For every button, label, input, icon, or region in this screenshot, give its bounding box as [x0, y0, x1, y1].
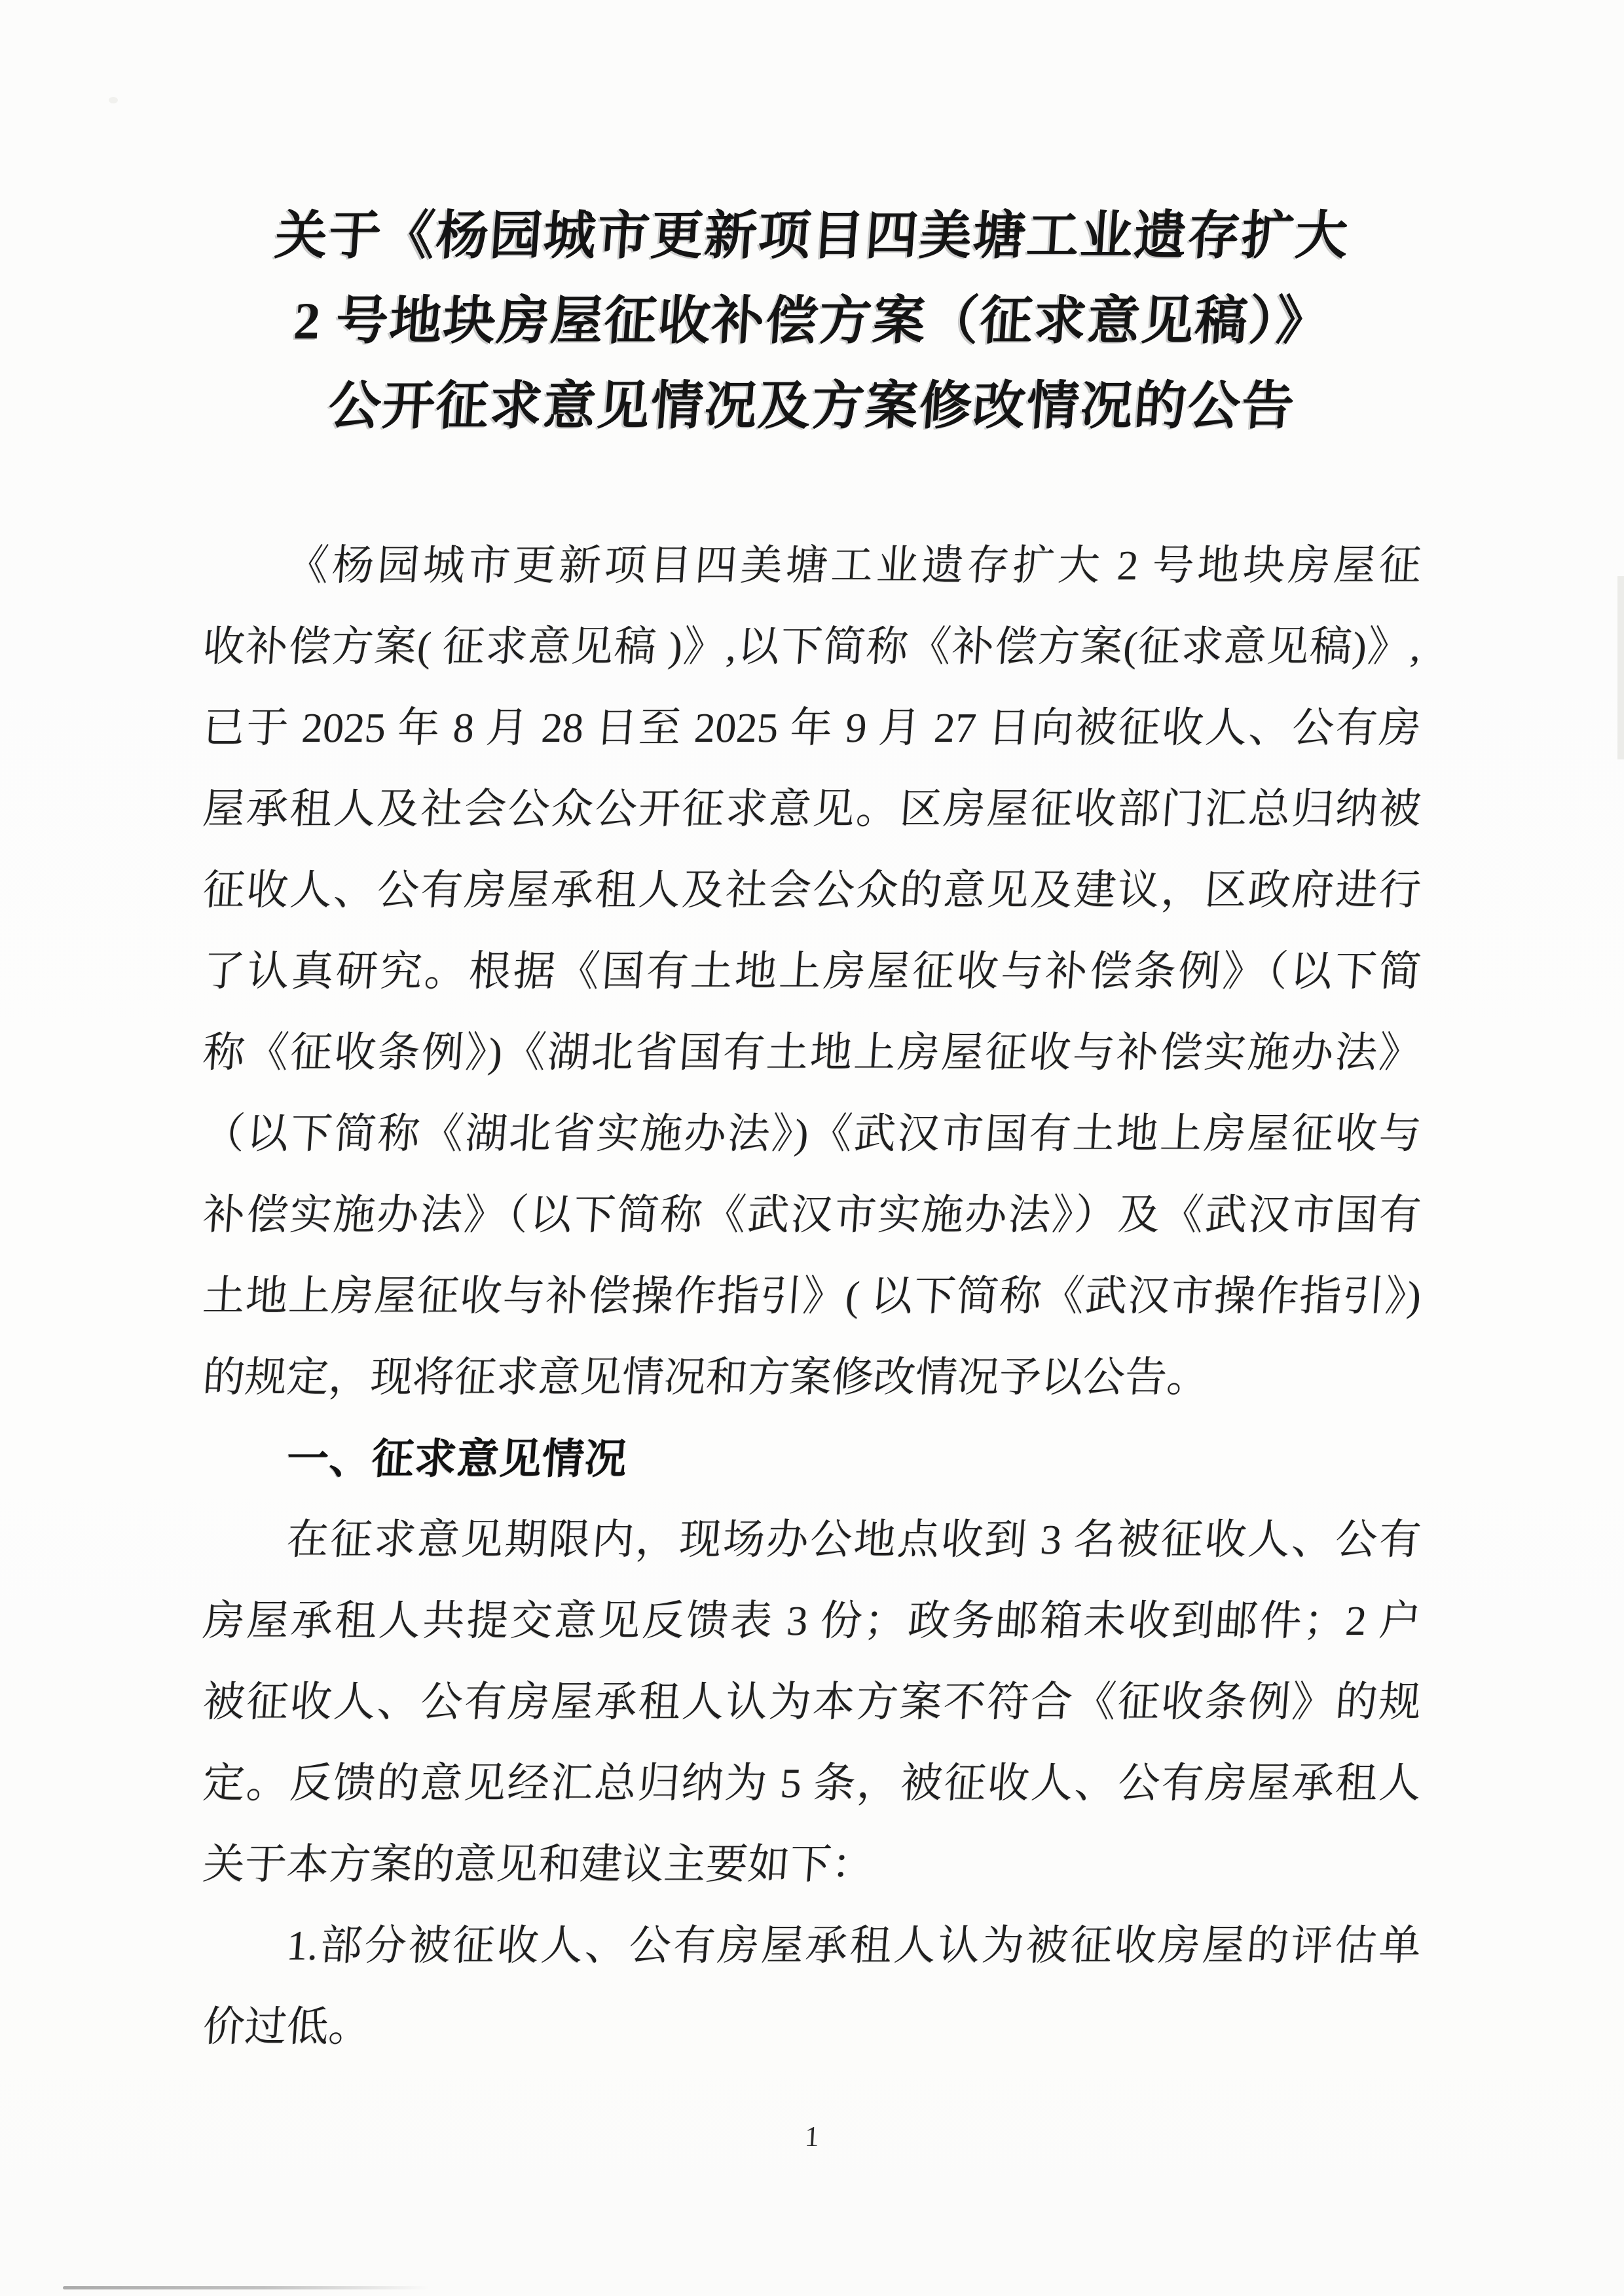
- section-heading: 一、征求意见情况: [285, 1435, 629, 1482]
- title-line-2: 2 号地块房屋征收补偿方案（征求意见稿）》: [291, 293, 1333, 350]
- paragraph1-line: 补偿实施办法》（以下简称《武汉市实施办法》）及《武汉市国有: [201, 1192, 1423, 1238]
- paragraph1-line: （以下简称《湖北省实施办法》)《武汉市国有土地上房屋征收与: [201, 1110, 1423, 1157]
- paragraph1-line: 的规定，现将征求意见情况和方案修改情况予以公告。: [201, 1354, 1211, 1400]
- title-line-3: 公开征求意见情况及方案修改情况的公告: [326, 378, 1298, 435]
- scan-artifact-top-dot: [109, 97, 118, 103]
- document-title: [203, 194, 1421, 449]
- paragraph2-line: 定。反馈的意见经汇总归纳为 5 条，被征收人、公有房屋承租人: [201, 1760, 1423, 1806]
- scan-artifact-right-smudge: [1617, 576, 1624, 759]
- document-body: [203, 525, 1421, 2068]
- paragraph1-line: 称《征收条例》)《湖北省国有土地上房屋征收与补偿实施办法》: [201, 1029, 1423, 1076]
- paragraph1-line: 收补偿方案( 征求意见稿 )》,以下简称《补偿方案(征求意见稿)》,: [201, 623, 1423, 670]
- paragraph3-line: 价过低。: [201, 2003, 373, 2050]
- title-line-1: 关于《杨园城市更新项目四美塘工业遗存扩大: [272, 208, 1352, 265]
- paragraph2-line: 房屋承租人共提交意见反馈表 3 份；政务邮箱未收到邮件；2 户: [201, 1597, 1423, 1644]
- document-content: [203, 194, 1421, 2068]
- paragraph3-line: 1.部分被征收人、公有房屋承租人认为被征收房屋的评估单: [285, 1922, 1423, 1969]
- paragraph2-line: 被征收人、公有房屋承租人认为本方案不符合《征收条例》的规: [201, 1679, 1423, 1725]
- page-number: 1: [803, 2121, 821, 2153]
- paragraph1-line: 已于 2025 年 8 月 28 日至 2025 年 9 月 27 日向被征收人、公有房: [201, 704, 1423, 751]
- paragraph1-line: 屋承租人及社会公众公开征求意见。区房屋征收部门汇总归纳被: [201, 786, 1423, 832]
- paragraph2-line: 关于本方案的意见和建议主要如下：: [201, 1841, 876, 1887]
- paragraph2-line: 在征求意见期限内，现场办公地点收到 3 名被征收人、公有: [285, 1516, 1423, 1563]
- paragraph1-line: 了认真研究。根据《国有土地上房屋征收与补偿条例》（以下简: [201, 948, 1423, 994]
- paragraph1-line: 《杨园城市更新项目四美塘工业遗存扩大 2 号地块房屋征: [285, 542, 1423, 589]
- scan-artifact-bottom-line: [63, 2286, 430, 2289]
- paragraph1-line: 征收人、公有房屋承租人及社会公众的意见及建议，区政府进行: [201, 867, 1423, 913]
- paragraph1-line: 土地上房屋征收与补偿操作指引》( 以下简称《武汉市操作指引》): [201, 1273, 1423, 1319]
